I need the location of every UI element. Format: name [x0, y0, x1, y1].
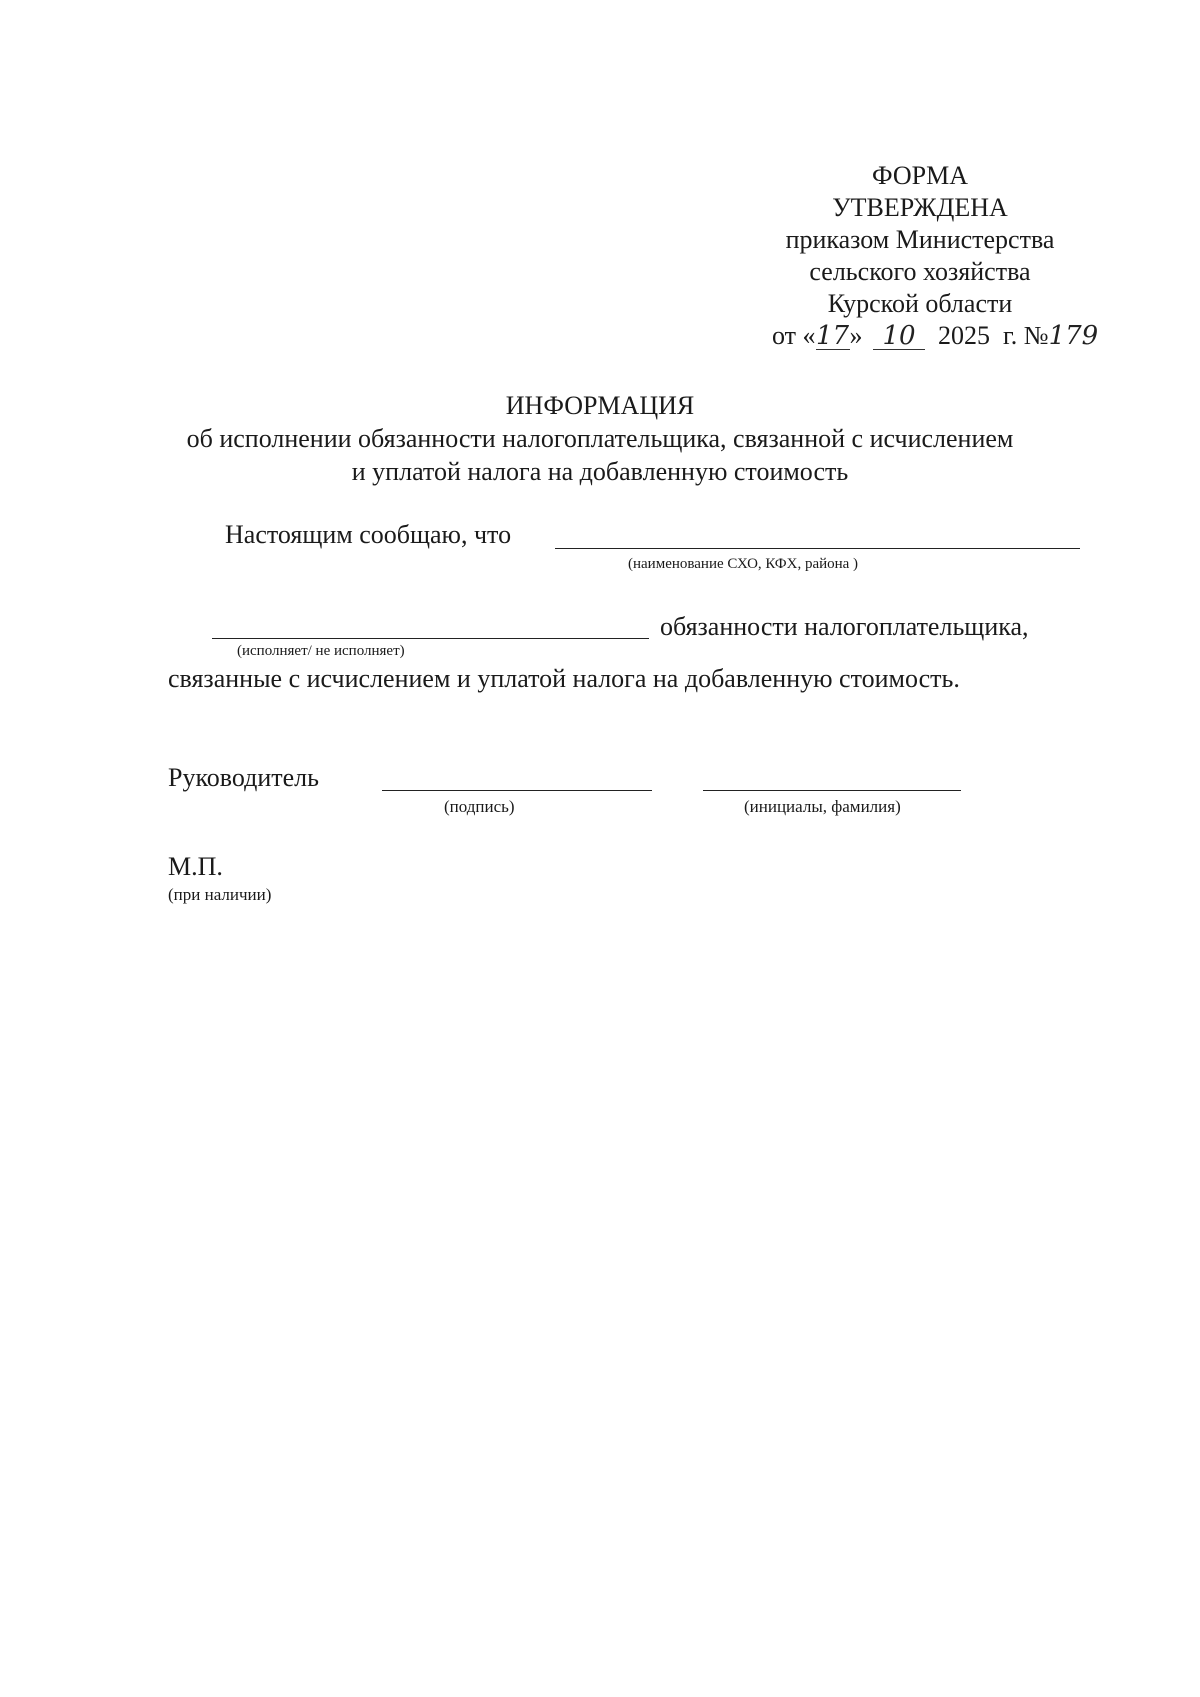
year-suffix: г. №: [1003, 321, 1049, 350]
stamp-label: М.П.: [168, 852, 223, 881]
approval-block: [760, 160, 1080, 320]
title-line-1: об исполнении обязанности налогоплательщика, связанной с исчислением: [186, 424, 1014, 453]
signature-field[interactable]: [382, 790, 652, 791]
approval-date-row: [772, 320, 1099, 352]
stamp-note: (при наличии): [168, 885, 272, 904]
initials-surname-field[interactable]: [703, 790, 961, 791]
document-title: [150, 389, 1050, 488]
head-role-label: Руководитель: [168, 763, 319, 792]
title-line-2: и уплатой налога на добавленную стоимость: [351, 457, 849, 486]
organization-name-caption: (наименование СХО, КФХ, района ): [628, 556, 859, 572]
performs-status-caption: (исполняет/ не исполняет): [237, 643, 405, 659]
statement-continuation: связанные с исчислением и уплатой налога на добавленную стоимость.: [168, 664, 960, 693]
statement-lead: Настоящим сообщаю, что: [225, 520, 512, 549]
year: 2025: [938, 321, 991, 350]
initials-surname-caption: (инициалы, фамилия): [744, 797, 901, 816]
date-prefix: от «: [772, 321, 816, 350]
handwritten-order-number: 179: [1048, 321, 1099, 351]
title-heading: ИНФОРМАЦИЯ: [505, 391, 695, 420]
date-close-quote: »: [849, 321, 863, 350]
form-label: ФОРМА: [872, 161, 968, 190]
obligations-text: обязанности налогоплательщика,: [660, 612, 1029, 641]
region-label: Курской области: [827, 289, 1013, 318]
organization-name-field[interactable]: [555, 548, 1080, 549]
ministry-label: сельского хозяйства: [809, 257, 1031, 286]
performs-status-field[interactable]: [212, 638, 649, 639]
approved-label: УТВЕРЖДЕНА: [832, 193, 1008, 222]
order-label: приказом Министерства: [785, 225, 1055, 254]
handwritten-day: 17: [815, 321, 850, 351]
signature-caption: (подпись): [444, 797, 515, 816]
handwritten-month: 10: [873, 323, 925, 350]
